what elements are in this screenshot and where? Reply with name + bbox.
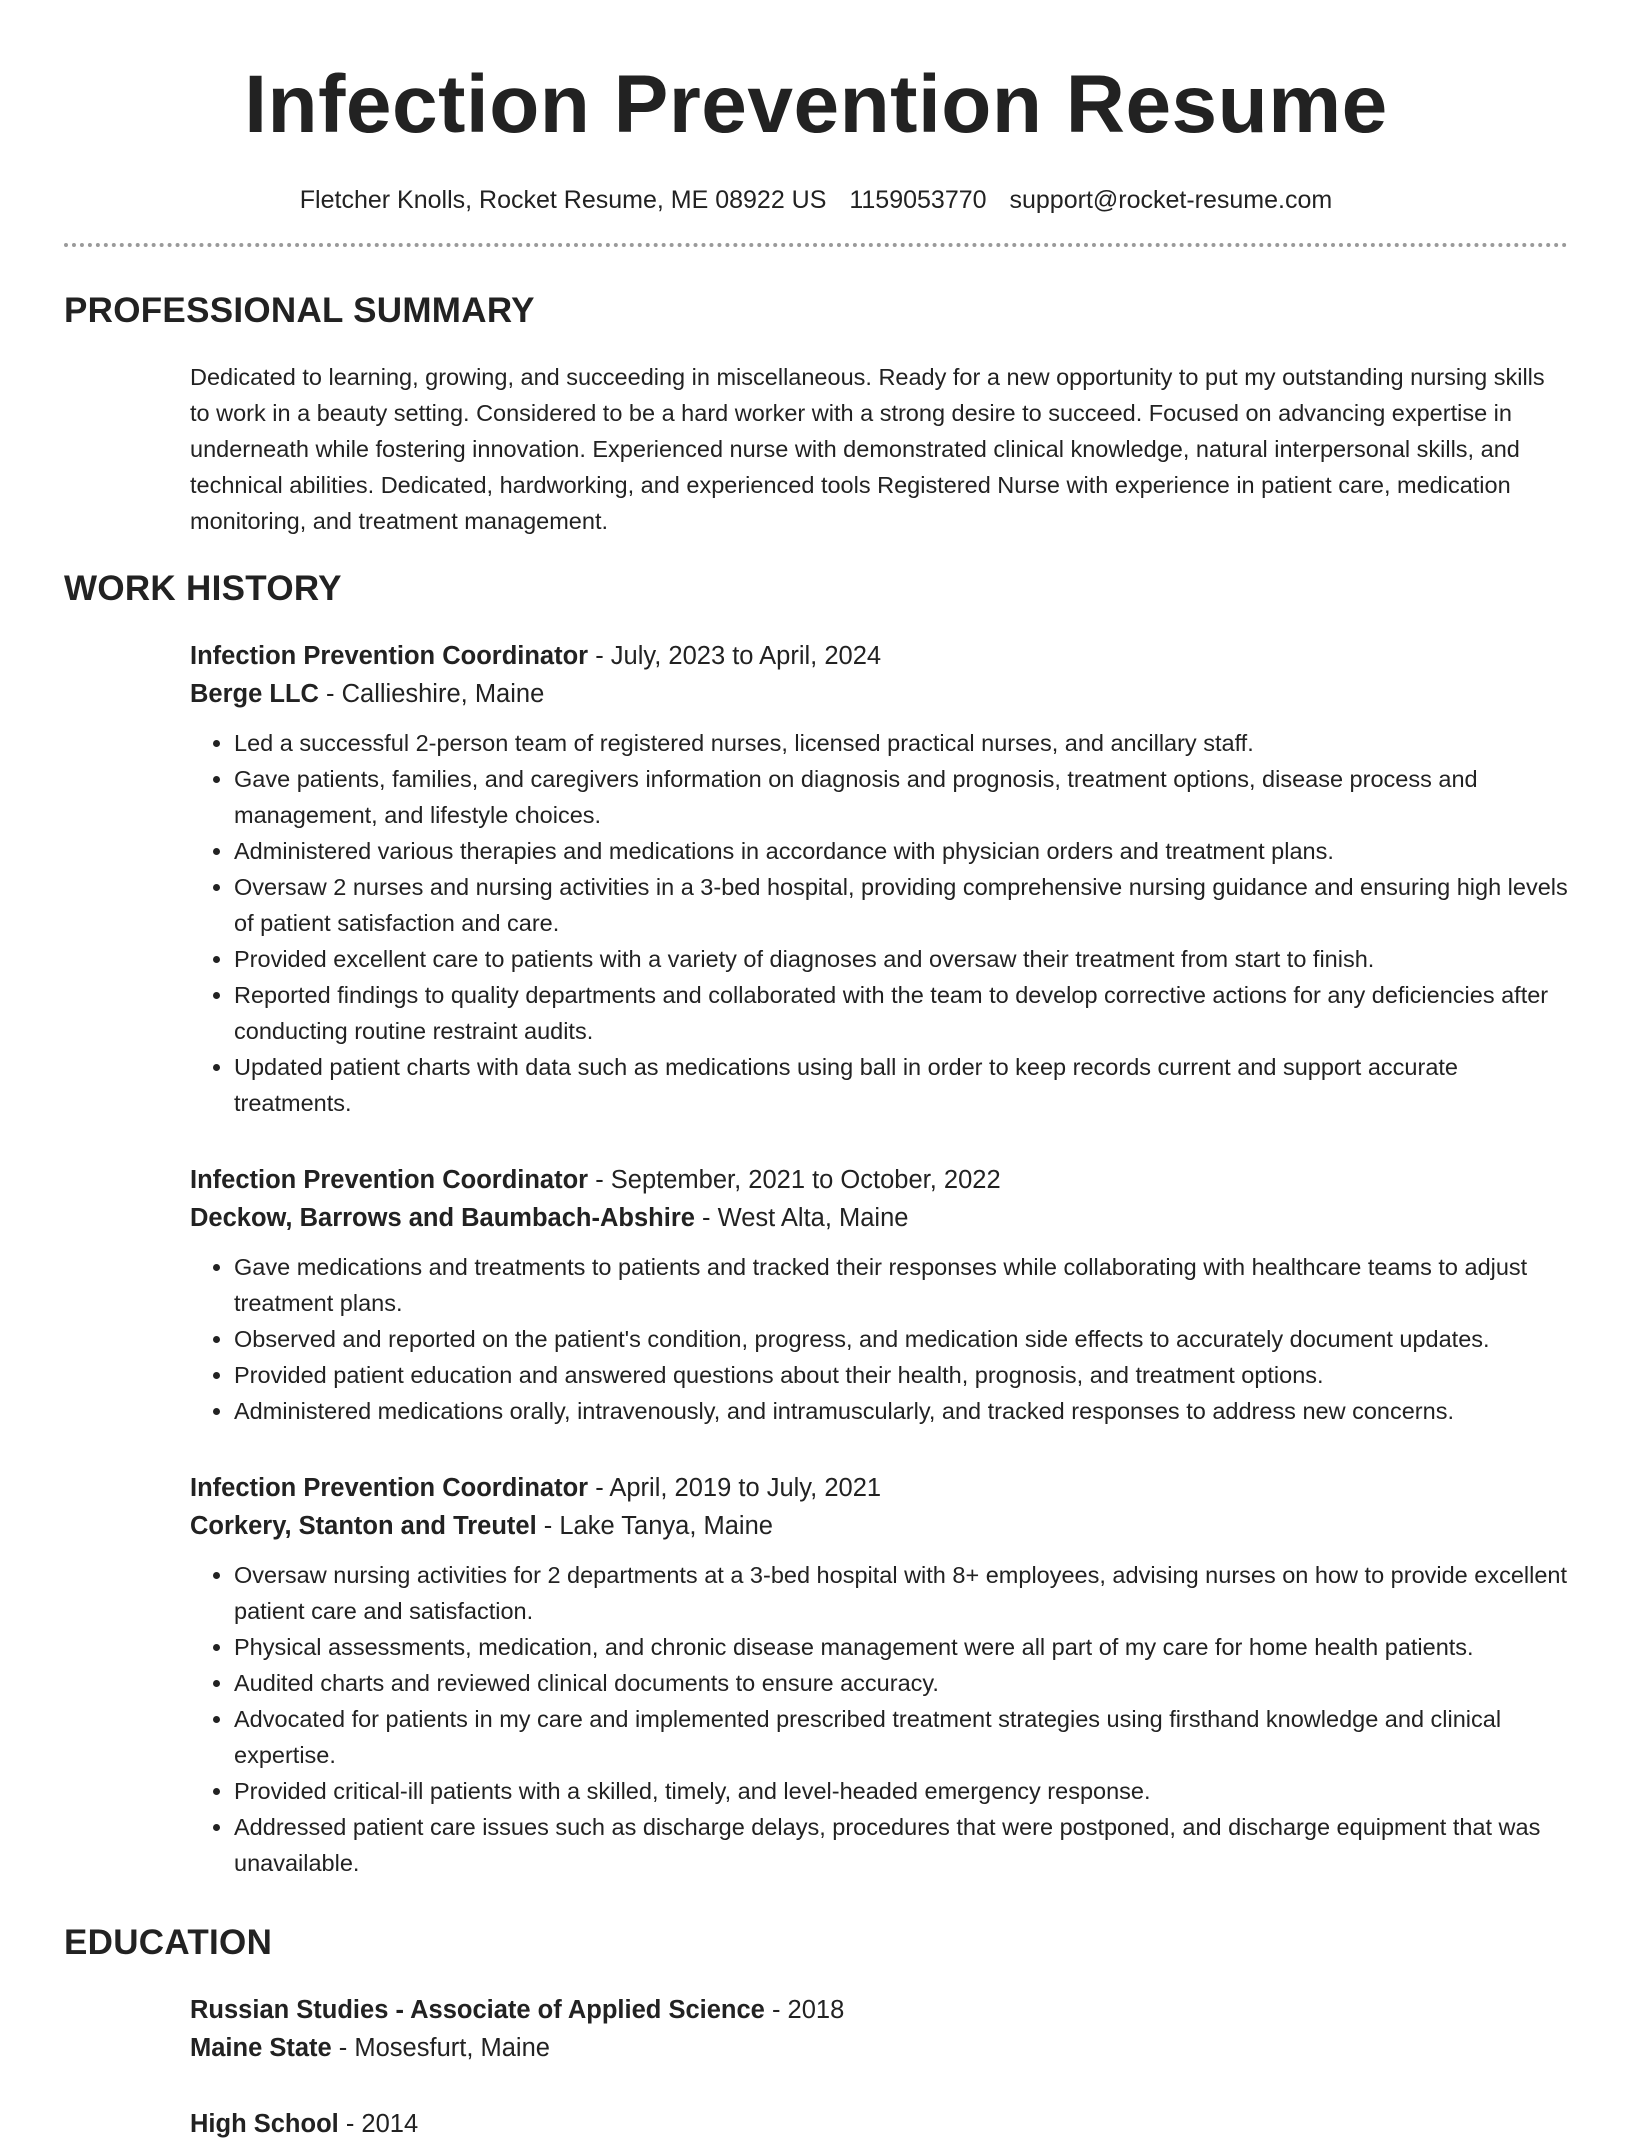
job-bullets: [190, 725, 1568, 1121]
job-title-line: [190, 1161, 1568, 1199]
summary-section: [64, 289, 1568, 539]
job-title: Infection Prevention Coordinator: [190, 642, 589, 670]
job-bullet: • Oversaw 2 nurses and nursing activities in a 3-bed hospital, providing comprehensive nursing guidance and ensuring high levels of patient satisfaction and care.: [234, 869, 1568, 941]
education-year: - 2018: [764, 1996, 845, 2024]
job-bullets: [190, 1557, 1568, 1881]
summary-text: Dedicated to learning, growing, and succeeding in miscellaneous. Ready for a new opportunity to put my outstanding nursing skills to work in a beauty setting. Considered to be a hard worker with a strong desire to succeed. Focused on advancing expertise in underneath while fostering innovation. Experienced nurse with demonstrated clinical knowledge, natural interpersonal skills, and technical abilities. Dedicated, hardworking, and experienced tools Registered Nurse with experience in patient care, medication monitoring, and treatment management.: [190, 364, 1545, 534]
education-degree: Russian Studies - Associate of Applied Science: [190, 1996, 765, 2024]
contact-line: [64, 184, 1568, 216]
job-company: Berge LLC: [190, 680, 319, 708]
contact-phone: 1159053770: [849, 186, 987, 214]
job-bullet: • Gave patients, families, and caregivers information on diagnosis and prognosis, treatment options, disease process and management, and lifestyle choices.: [234, 761, 1568, 833]
education-entry: [190, 1991, 1568, 2067]
job-bullet: • Updated patient charts with data such as medications using ball in order to keep records current and support accurate treatments.: [234, 1049, 1568, 1121]
education-year: - 2014: [338, 2110, 419, 2138]
job-bullet: • Gave medications and treatments to patients and tracked their responses while collaborating with healthcare teams to adjust treatment plans.: [234, 1249, 1568, 1321]
job-location: - Callieshire, Maine: [318, 680, 545, 708]
job-bullet: • Provided patient education and answered questions about their health, prognosis, and treatment options.: [234, 1357, 1568, 1393]
job-bullet: • Administered medications orally, intravenously, and intramuscularly, and tracked responses to address new concerns.: [234, 1393, 1568, 1429]
job-bullet: • Reported findings to quality departments and collaborated with the team to develop corrective actions for any deficiencies after conducting routine restraint audits.: [234, 977, 1568, 1049]
education-degree-line: [190, 1991, 1568, 2029]
job-dates: - April, 2019 to July, 2021: [588, 1474, 882, 1502]
job-bullet: • Observed and reported on the patient's condition, progress, and medication side effects to accurately document updates.: [234, 1321, 1568, 1357]
job-bullet: • Oversaw nursing activities for 2 departments at a 3-bed hospital with 8+ employees, advising nurses on how to provide excellent patient care and satisfaction.: [234, 1557, 1568, 1629]
job-dates: - September, 2021 to October, 2022: [588, 1166, 1001, 1194]
job-location: - Lake Tanya, Maine: [536, 1512, 773, 1540]
header-divider: [64, 243, 1568, 247]
job-title: Infection Prevention Coordinator: [190, 1166, 589, 1194]
job-bullet: • Provided critical-ill patients with a skilled, timely, and level-headed emergency response.: [234, 1773, 1568, 1809]
education-body: [190, 1991, 1568, 2143]
job-entry: [190, 1161, 1568, 1429]
job-bullet: • Addressed patient care issues such as discharge delays, procedures that were postponed, and discharge equipment that was unavailable.: [234, 1809, 1568, 1881]
job-bullets: [190, 1249, 1568, 1429]
education-section: [64, 1921, 1568, 2143]
education-degree-line: [190, 2105, 1568, 2143]
education-degree: High School: [190, 2110, 339, 2138]
contact-email[interactable]: support@rocket-resume.com: [1009, 186, 1333, 214]
job-company-line: [190, 1199, 1568, 1237]
job-bullet: • Physical assessments, medication, and chronic disease management were all part of my care for home health patients.: [234, 1629, 1568, 1665]
job-bullet: • Led a successful 2-person team of registered nurses, licensed practical nurses, and ancillary staff.: [234, 725, 1568, 761]
resume-header: [64, 0, 1568, 216]
job-dates: - July, 2023 to April, 2024: [588, 642, 882, 670]
summary-heading: PROFESSIONAL SUMMARY: [64, 291, 535, 330]
education-entry: [190, 2105, 1568, 2143]
job-company: Deckow, Barrows and Baumbach-Abshire: [190, 1204, 695, 1232]
contact-address: Fletcher Knolls, Rocket Resume, ME 08922 US: [299, 186, 827, 214]
job-title: Infection Prevention Coordinator: [190, 1474, 589, 1502]
work-history-heading: WORK HISTORY: [64, 569, 342, 608]
job-company-line: [190, 675, 1568, 713]
resume-title: Infection Prevention Resume: [244, 59, 1388, 150]
job-bullet: • Provided excellent care to patients with a variety of diagnoses and oversaw their treatment from start to finish.: [234, 941, 1568, 977]
job-bullet: • Audited charts and reviewed clinical documents to ensure accuracy.: [234, 1665, 1568, 1701]
job-entry: [190, 637, 1568, 1121]
job-company: Corkery, Stanton and Treutel: [190, 1512, 537, 1540]
job-location: - West Alta, Maine: [694, 1204, 909, 1232]
job-bullet: • Administered various therapies and medications in accordance with physician orders and treatment plans.: [234, 833, 1568, 869]
summary-body: [190, 359, 1568, 539]
job-title-line: [190, 1469, 1568, 1507]
job-bullet: • Advocated for patients in my care and implemented prescribed treatment strategies using firsthand knowledge and clinical expertise.: [234, 1701, 1568, 1773]
education-location: - Mosesfurt, Maine: [331, 2034, 550, 2062]
work-history-section: [64, 567, 1568, 1881]
job-title-line: [190, 637, 1568, 675]
work-history-body: [190, 637, 1568, 1881]
education-school: Maine State: [190, 2034, 332, 2062]
job-entry: [190, 1469, 1568, 1881]
education-school-line: [190, 2029, 1568, 2067]
education-heading: EDUCATION: [64, 1923, 273, 1962]
job-company-line: [190, 1507, 1568, 1545]
